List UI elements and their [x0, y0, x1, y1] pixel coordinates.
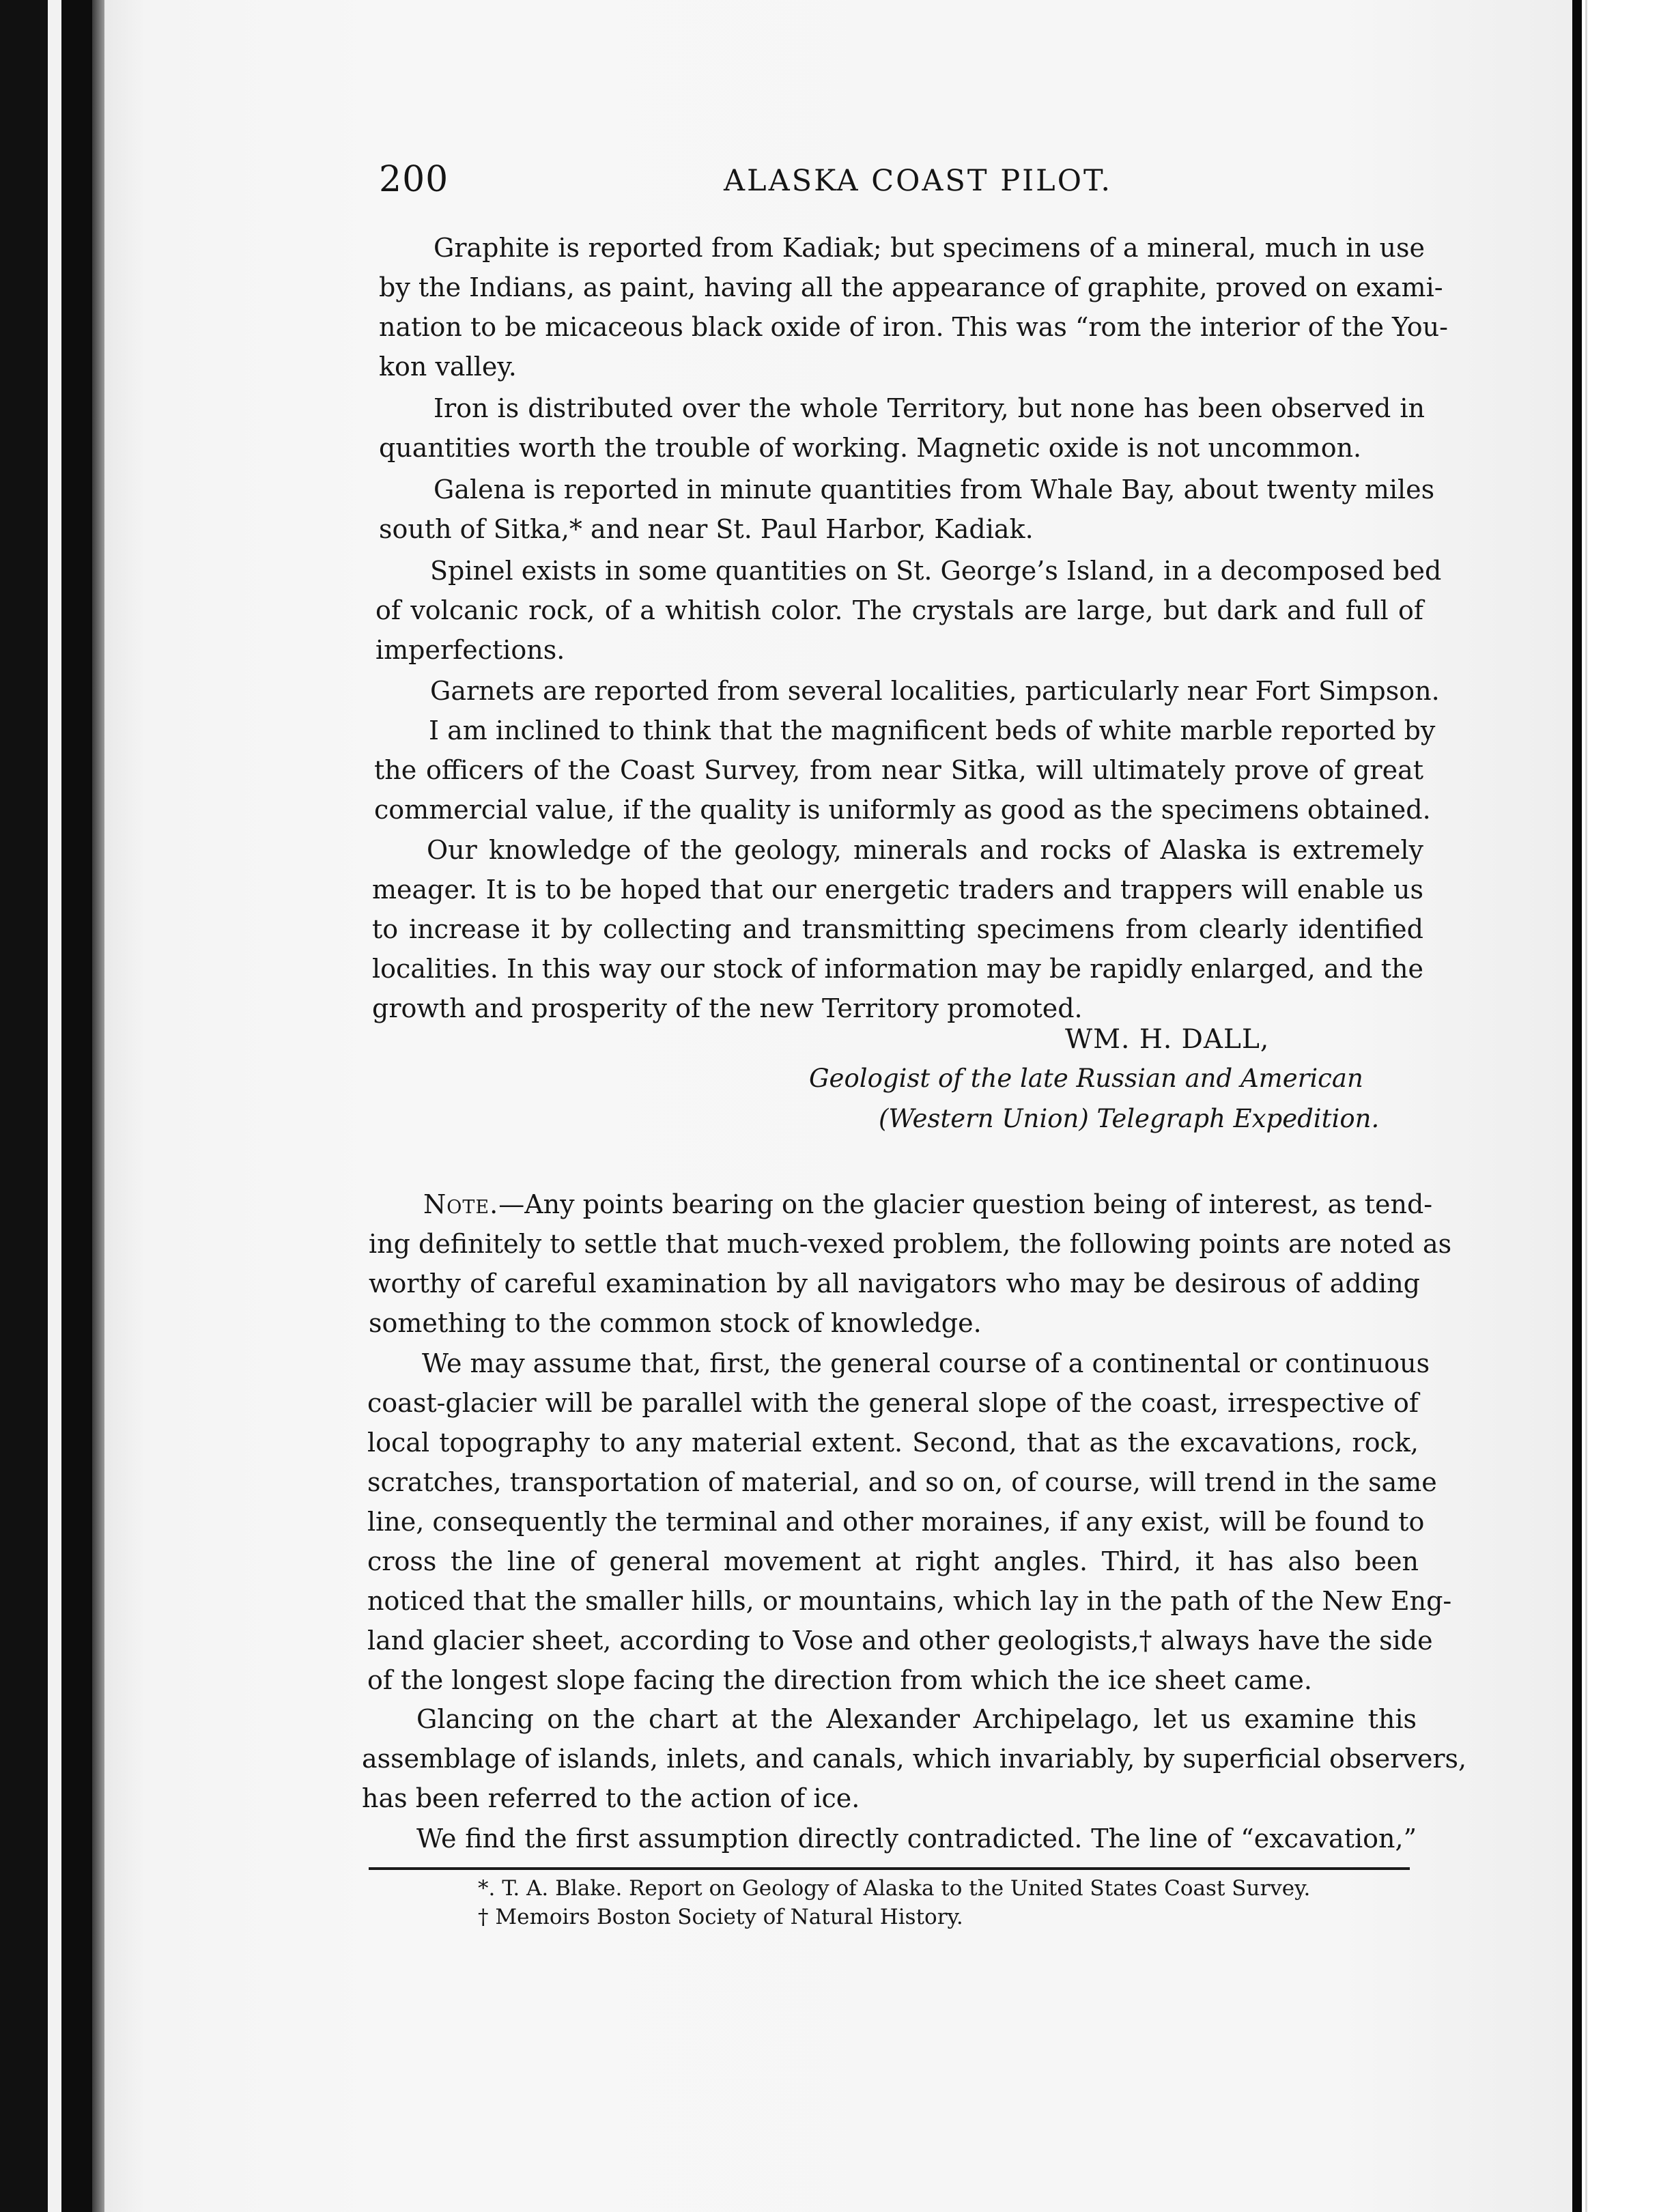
text-line: ing definitely to settle that much-vexed problem, the following points are noted as	[369, 1229, 1452, 1259]
text-line: meager. It is to be hoped that our energetic traders and trappers will enable us	[372, 875, 1423, 905]
text-line: quantities worth the trouble of working. Magnetic oxide is not uncommon.	[379, 433, 1362, 463]
text-line: to increase it by collecting and transmitting specimens from clearly identified	[372, 914, 1423, 944]
right-margin-mark	[1585, 0, 1587, 2212]
paragraph-galena	[379, 470, 1435, 549]
paragraph-knowledge	[372, 830, 1423, 1028]
signature-name: WM. H. DALL,	[1065, 1024, 1270, 1055]
text-line: growth and prosperity of the new Territory promoted.	[372, 993, 1083, 1023]
text-line: nation to be micaceous black oxide of iron. This was “rom the interior of the You-	[379, 312, 1448, 342]
text-line: We find the first assumption directly contradicted. The line of “excavation,”	[416, 1824, 1417, 1854]
text-line: Graphite is reported from Kadiak; but specimens of a mineral, much in use	[434, 233, 1425, 263]
paragraph-garnets	[375, 671, 1440, 711]
text-line: scratches, transportation of material, and so on, of course, will trend in the same	[367, 1467, 1437, 1497]
text-line: Our knowledge of the geology, minerals and rocks of Alaska is extremely	[427, 835, 1423, 865]
text-line: commercial value, if the quality is uniformly as good as the specimens obtained.	[374, 795, 1431, 825]
note-label: Note.	[423, 1189, 499, 1219]
text-line: localities. In this way our stock of information may be rapidly enlarged, and the	[372, 954, 1423, 984]
text-line: Galena is reported in minute quantities from Whale Bay, about twenty miles	[434, 474, 1435, 505]
page-number: 200	[379, 159, 449, 200]
text-line: Glancing on the chart at the Alexander Archipelago, let us examine this	[416, 1704, 1417, 1734]
text-line: something to the common stock of knowledge.	[369, 1308, 982, 1338]
text-line: the officers of the Coast Survey, from near Sitka, will ultimately prove of great	[374, 755, 1423, 785]
footnote: † Memoirs Boston Society of Natural History.	[478, 1905, 963, 1929]
footnote-rule	[369, 1867, 1410, 1870]
binding-shadow	[0, 0, 48, 2212]
binding-gap	[48, 0, 61, 2212]
note-first-line: —Any points bearing on the glacier question being of interest, as tend-	[498, 1189, 1433, 1219]
text-line: cross the line of general movement at right angles. Third, it has also been	[367, 1546, 1419, 1576]
text-line: I am inclined to think that the magnificent beds of white marble reported by	[429, 715, 1436, 746]
signature-role: (Western Union) Telegraph Expedition.	[879, 1104, 1380, 1133]
paragraph-spinel	[375, 551, 1442, 670]
text-line: assemblage of islands, inlets, and canals, which invariably, by superficial observers,	[362, 1744, 1467, 1774]
text-line: south of Sitka,* and near St. Paul Harbor, Kadiak.	[379, 514, 1034, 544]
paragraph-graphite	[379, 228, 1448, 386]
text-line: Spinel exists in some quantities on St. George’s Island, in a decomposed bed	[430, 556, 1442, 586]
running-title: ALASKA COAST PILOT.	[724, 164, 1112, 198]
text-line: has been referred to the action of ice.	[362, 1783, 860, 1813]
paragraph-note	[369, 1185, 1452, 1343]
footnote: *. T. A. Blake. Report on Geology of Alaska to the United States Coast Survey.	[478, 1876, 1311, 1901]
text-line: imperfections.	[375, 635, 565, 665]
text-line: line, consequently the terminal and other moraines, if any exist, will be found to	[367, 1507, 1425, 1537]
text-line: worthy of careful examination by all navigators who may be desirous of adding	[369, 1268, 1420, 1299]
text-line: of volcanic rock, of a whitish color. The crystals are large, but dark and full of	[375, 595, 1423, 625]
text-line	[369, 1185, 1433, 1224]
right-binding-line	[1572, 0, 1582, 2212]
binding-shadow-inner	[61, 0, 92, 2212]
text-line: local topography to any material extent. Second, that as the excavations, rock,	[367, 1428, 1419, 1458]
text-line: noticed that the smaller hills, or mountains, which lay in the path of the New Eng-	[367, 1586, 1452, 1616]
paragraph-glancing	[362, 1699, 1467, 1818]
text-line: We may assume that, first, the general course of a continental or continuous	[422, 1348, 1430, 1378]
text-line: of the longest slope facing the direction from which the ice sheet came.	[367, 1665, 1312, 1695]
signature-role: Geologist of the late Russian and American	[809, 1064, 1363, 1093]
right-margin	[1582, 0, 1674, 2212]
page-edge	[92, 0, 104, 2212]
text-line: kon valley.	[379, 352, 517, 382]
paragraph-marble	[374, 711, 1436, 830]
text-line: Iron is distributed over the whole Territory, but none has been observed in	[434, 393, 1425, 423]
paragraph-assumption	[362, 1819, 1417, 1858]
text-line: coast-glacier will be parallel with the general slope of the coast, irrespective of	[367, 1388, 1419, 1418]
text-line: by the Indians, as paint, having all the appearance of graphite, proved on exami-	[379, 272, 1443, 302]
text-line: land glacier sheet, according to Vose and other geologists,† always have the side	[367, 1626, 1433, 1656]
text-line: Garnets are reported from several localities, particularly near Fort Simpson.	[430, 676, 1440, 706]
paragraph-iron	[379, 388, 1425, 468]
paragraph-assume	[367, 1344, 1452, 1700]
